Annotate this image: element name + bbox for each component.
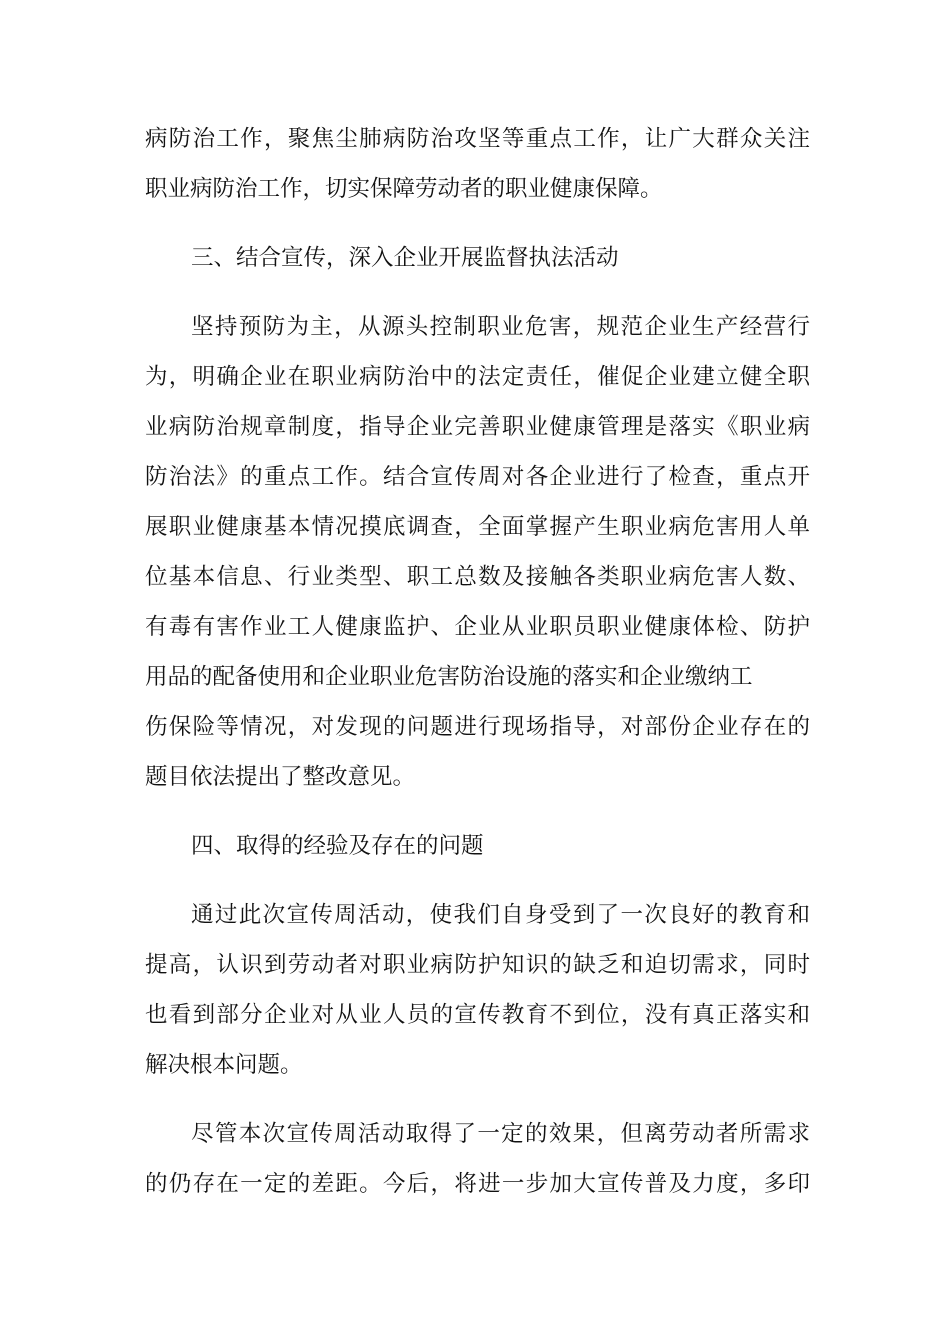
text-line: 坚持预防为主，从源头控制职业危害，规范企业生产经营行 bbox=[191, 314, 810, 340]
text-line: 职业病防治工作，切实保障劳动者的职业健康保障。 bbox=[145, 176, 663, 202]
text-line: 展职业健康基本情况摸底调查，全面掌握产生职业病危害用人单 bbox=[145, 514, 810, 540]
text-line: 尽管本次宣传周活动取得了一定的效果，但离劳动者所需求 bbox=[191, 1121, 810, 1147]
text-line: 病防治工作，聚焦尘肺病防治攻坚等重点工作，让广大群众关注 bbox=[145, 126, 810, 152]
paragraph-outlook bbox=[145, 1109, 810, 1209]
text-line: 题目依法提出了整改意见。 bbox=[145, 764, 416, 790]
section-heading-4 bbox=[145, 821, 810, 871]
text-line: 解决根本问题。 bbox=[145, 1052, 303, 1078]
heading-text: 三、结合宣传，深入企业开展监督执法活动 bbox=[191, 245, 619, 271]
text-line: 通过此次宣传周活动，使我们自身受到了一次良好的教育和 bbox=[191, 902, 810, 928]
paragraph-supervision bbox=[145, 302, 810, 802]
paragraph-experience bbox=[145, 890, 810, 1090]
heading-text: 四、取得的经验及存在的问题 bbox=[191, 833, 484, 859]
text-line: 用品的配备使用和企业职业危害防治设施的落实和企业缴纳工 bbox=[145, 664, 753, 690]
paragraph-continuation bbox=[145, 114, 810, 214]
text-line: 位基本信息、行业类型、职工总数及接触各类职业病危害人数、 bbox=[145, 564, 810, 590]
text-line: 业病防治规章制度，指导企业完善职业健康管理是落实《职业病 bbox=[145, 414, 810, 440]
text-line: 防治法》的重点工作。结合宣传周对各企业进行了检查，重点开 bbox=[145, 464, 810, 490]
text-line: 的仍存在一定的差距。今后，将进一步加大宣传普及力度，多印 bbox=[145, 1171, 810, 1197]
section-heading-3 bbox=[145, 233, 810, 283]
text-line: 伤保险等情况，对发现的问题进行现场指导，对部份企业存在的 bbox=[145, 714, 810, 740]
text-line: 也看到部分企业对从业人员的宣传教育不到位，没有真正落实和 bbox=[145, 1002, 810, 1028]
text-line: 提高，认识到劳动者对职业病防护知识的缺乏和迫切需求，同时 bbox=[145, 952, 810, 978]
text-line: 有毒有害作业工人健康监护、企业从业职员职业健康体检、防护 bbox=[145, 614, 810, 640]
document-body bbox=[145, 114, 810, 1209]
text-line: 为，明确企业在职业病防治中的法定责任，催促企业建立健全职 bbox=[145, 364, 810, 390]
